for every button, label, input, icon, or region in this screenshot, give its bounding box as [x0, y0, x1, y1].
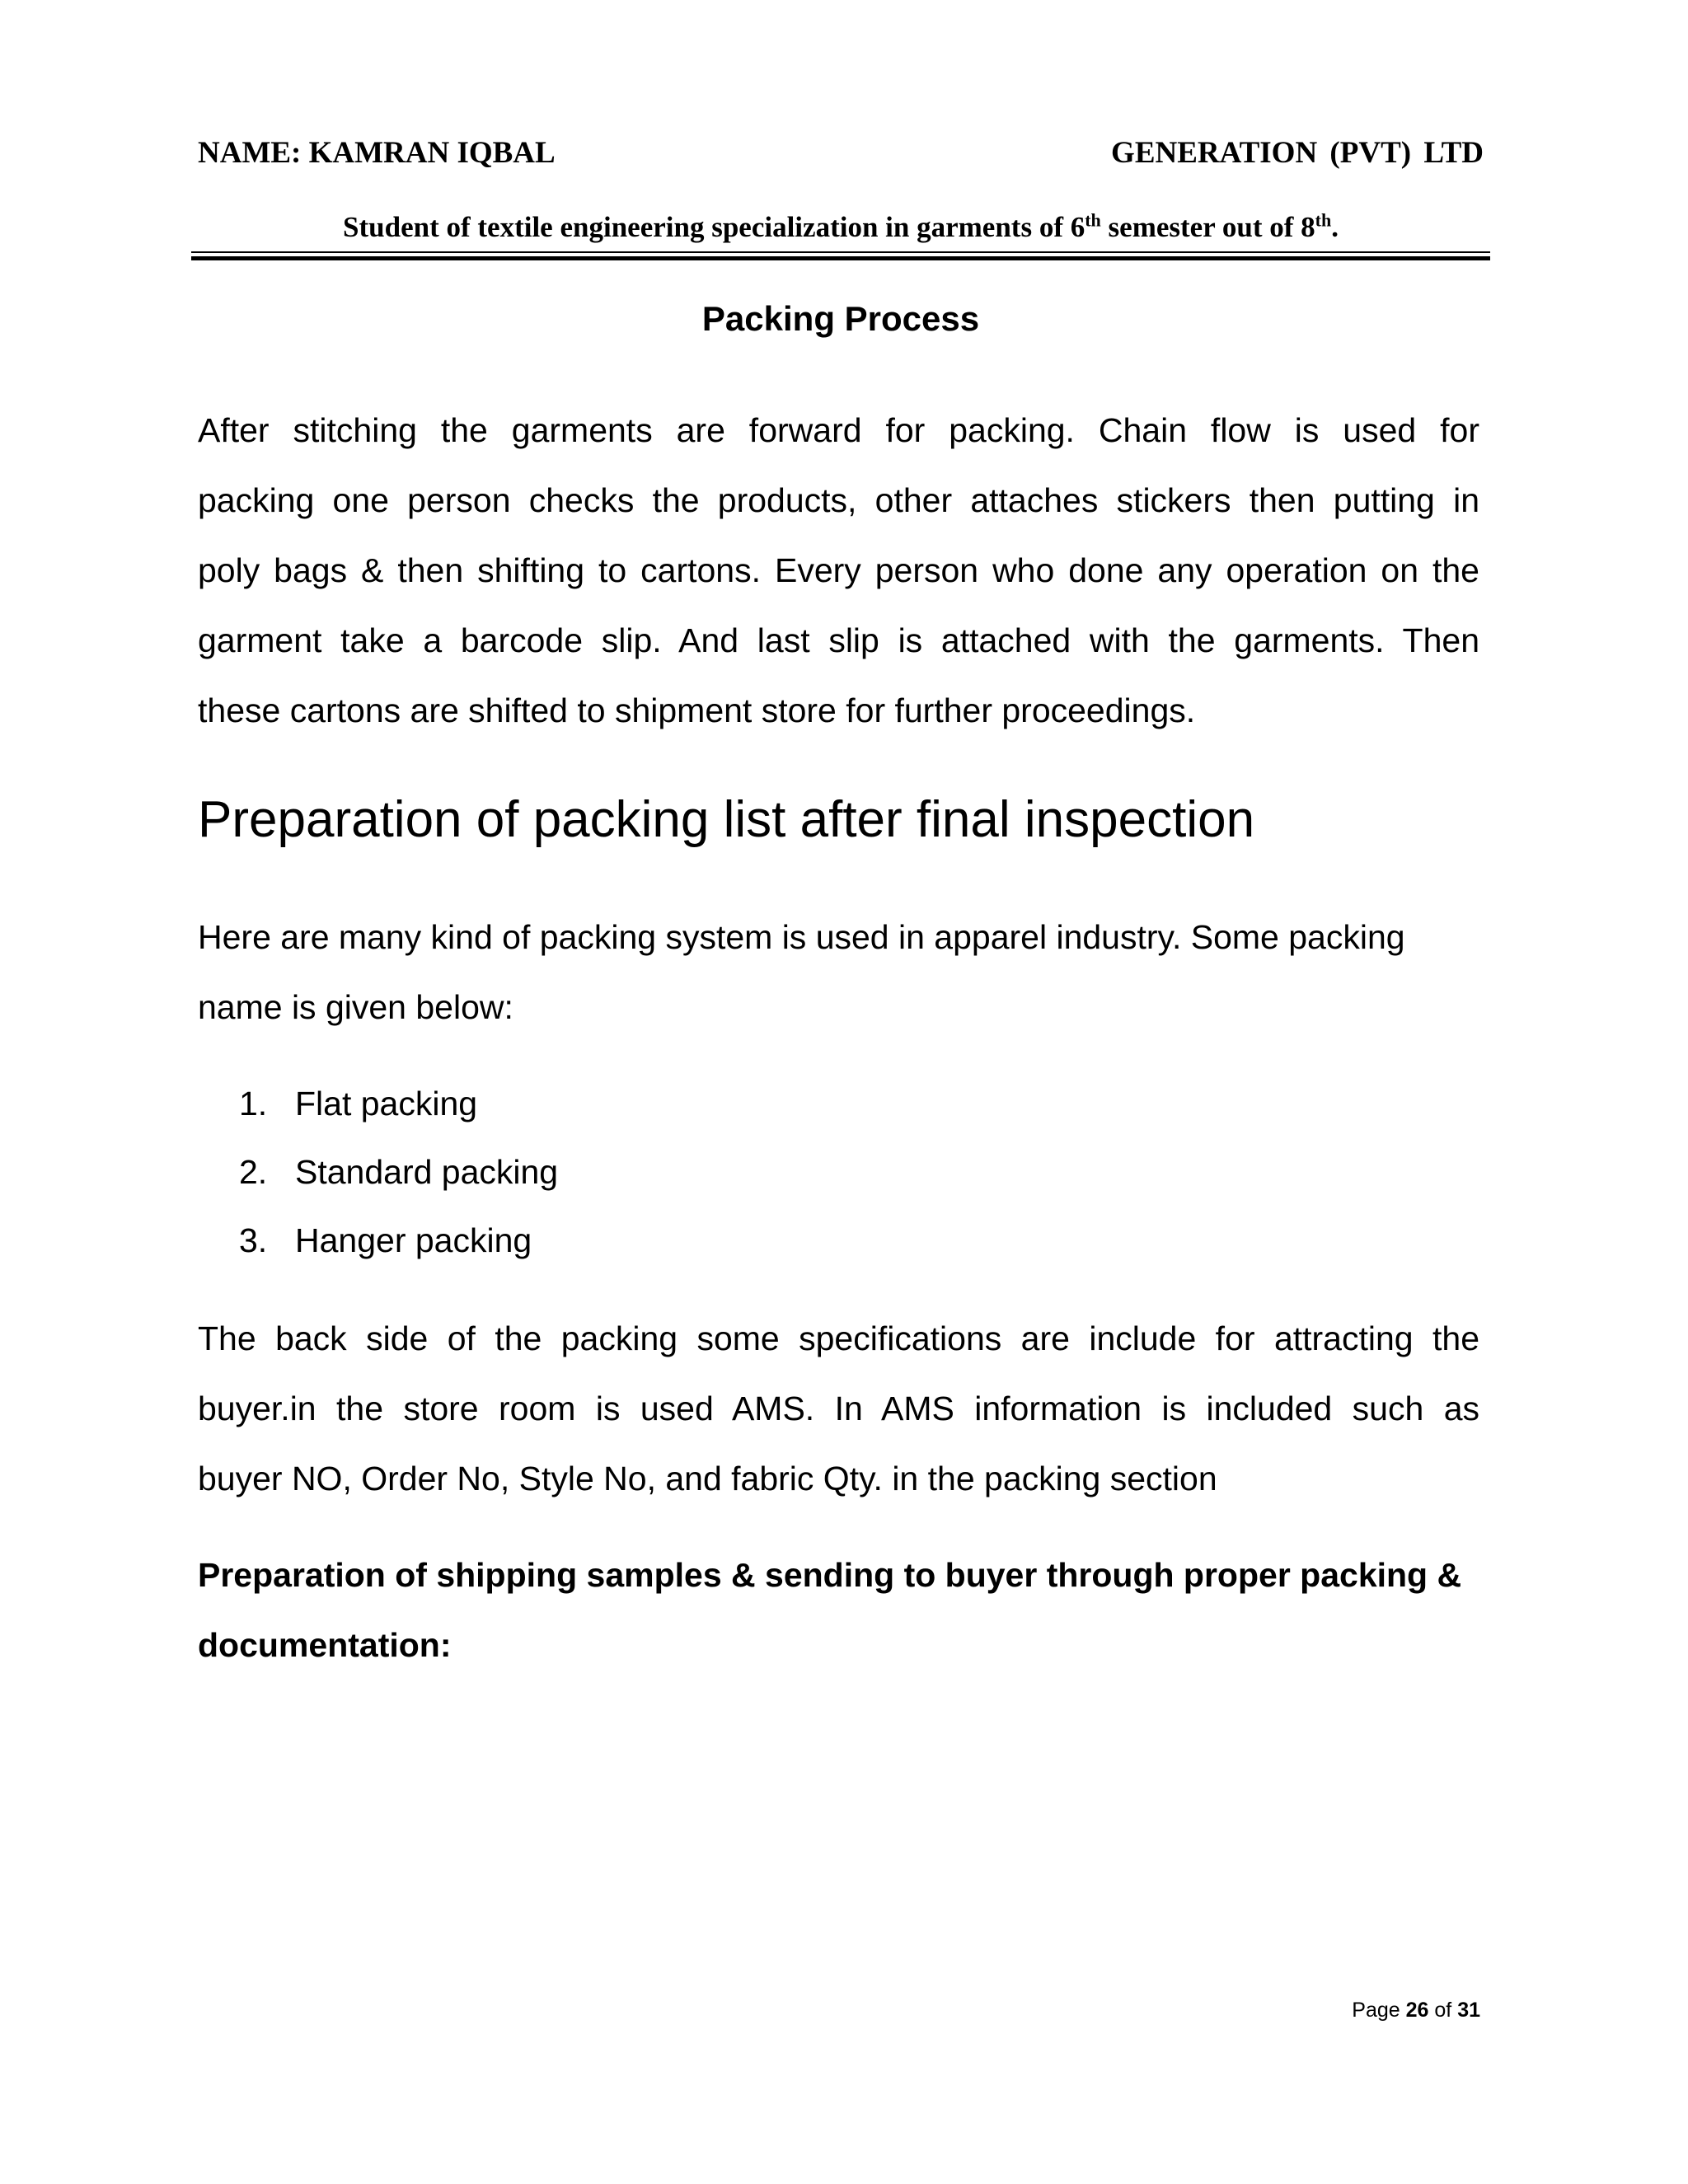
subtitle-text: . [1331, 211, 1339, 243]
paragraph-line: garment take a barcode slip. And last slip is attached with the garments. Then [198, 621, 1479, 659]
page-number-footer [1352, 1998, 1480, 2022]
list-item-text: Standard packing [295, 1153, 559, 1191]
author-name: NAME: KAMRAN IQBAL [198, 136, 556, 170]
header-divider [191, 251, 1490, 253]
section-title: Packing Process [701, 299, 980, 338]
list-number: 1. [239, 1085, 268, 1122]
list-item [239, 1070, 558, 1138]
list-item [239, 1207, 558, 1275]
subtitle-superscript: th [1085, 209, 1101, 231]
paragraph-line: buyer.in the store room is used AMS. In AMS information is included such as [198, 1390, 1479, 1427]
paragraph-line: name is given below: [198, 988, 513, 1026]
list-item [239, 1138, 558, 1207]
paragraph-line: these cartons are shifted to shipment store for further proceedings. [198, 691, 1196, 729]
packing-types-list [239, 1070, 558, 1275]
paragraph-line: packing one person checks the products, other attaches stickers then putting in [198, 481, 1479, 519]
list-item-text: Flat packing [295, 1085, 478, 1122]
total-pages: 31 [1457, 1999, 1480, 2022]
paragraph-packing-systems [198, 902, 1479, 1043]
heading-line: documentation: [198, 1626, 452, 1664]
subtitle-superscript: th [1315, 209, 1332, 231]
subtitle-text: Student of textile engineering specialization in garments of 6 [343, 211, 1085, 243]
paragraph-line: buyer NO, Order No, Style No, and fabric Qty. in the packing section [198, 1460, 1217, 1497]
heading-line: Preparation of shipping samples & sending to buyer through proper packing & [198, 1556, 1462, 1594]
header-divider [191, 256, 1490, 260]
paragraph-line: Here are many kind of packing system is used in apparel industry. Some packing [198, 918, 1405, 956]
paragraph-line: poly bags & then shifting to cartons. Every person who done any operation on the [198, 551, 1479, 589]
current-page: 26 [1405, 1999, 1429, 2022]
subtitle-text: semester out of 8 [1100, 211, 1315, 243]
company-name: GENERATION (PVT) LTD [1111, 136, 1484, 170]
list-item-text: Hanger packing [295, 1221, 532, 1259]
packing-list-heading: Preparation of packing list after final inspection [198, 791, 1255, 848]
paragraph-packing-process [198, 396, 1479, 746]
header-subtitle [198, 209, 1484, 246]
list-number: 3. [239, 1221, 268, 1259]
paragraph-line: After stitching the garments are forward for packing. Chain flow is used for [198, 411, 1479, 449]
list-number: 2. [239, 1153, 268, 1191]
paragraph-line: The back side of the packing some specifications are include for attracting the [198, 1319, 1479, 1357]
page-label: Page [1352, 1999, 1400, 2022]
of-label: of [1434, 1999, 1452, 2022]
paragraph-specifications [198, 1304, 1479, 1514]
shipping-samples-heading [198, 1540, 1479, 1680]
